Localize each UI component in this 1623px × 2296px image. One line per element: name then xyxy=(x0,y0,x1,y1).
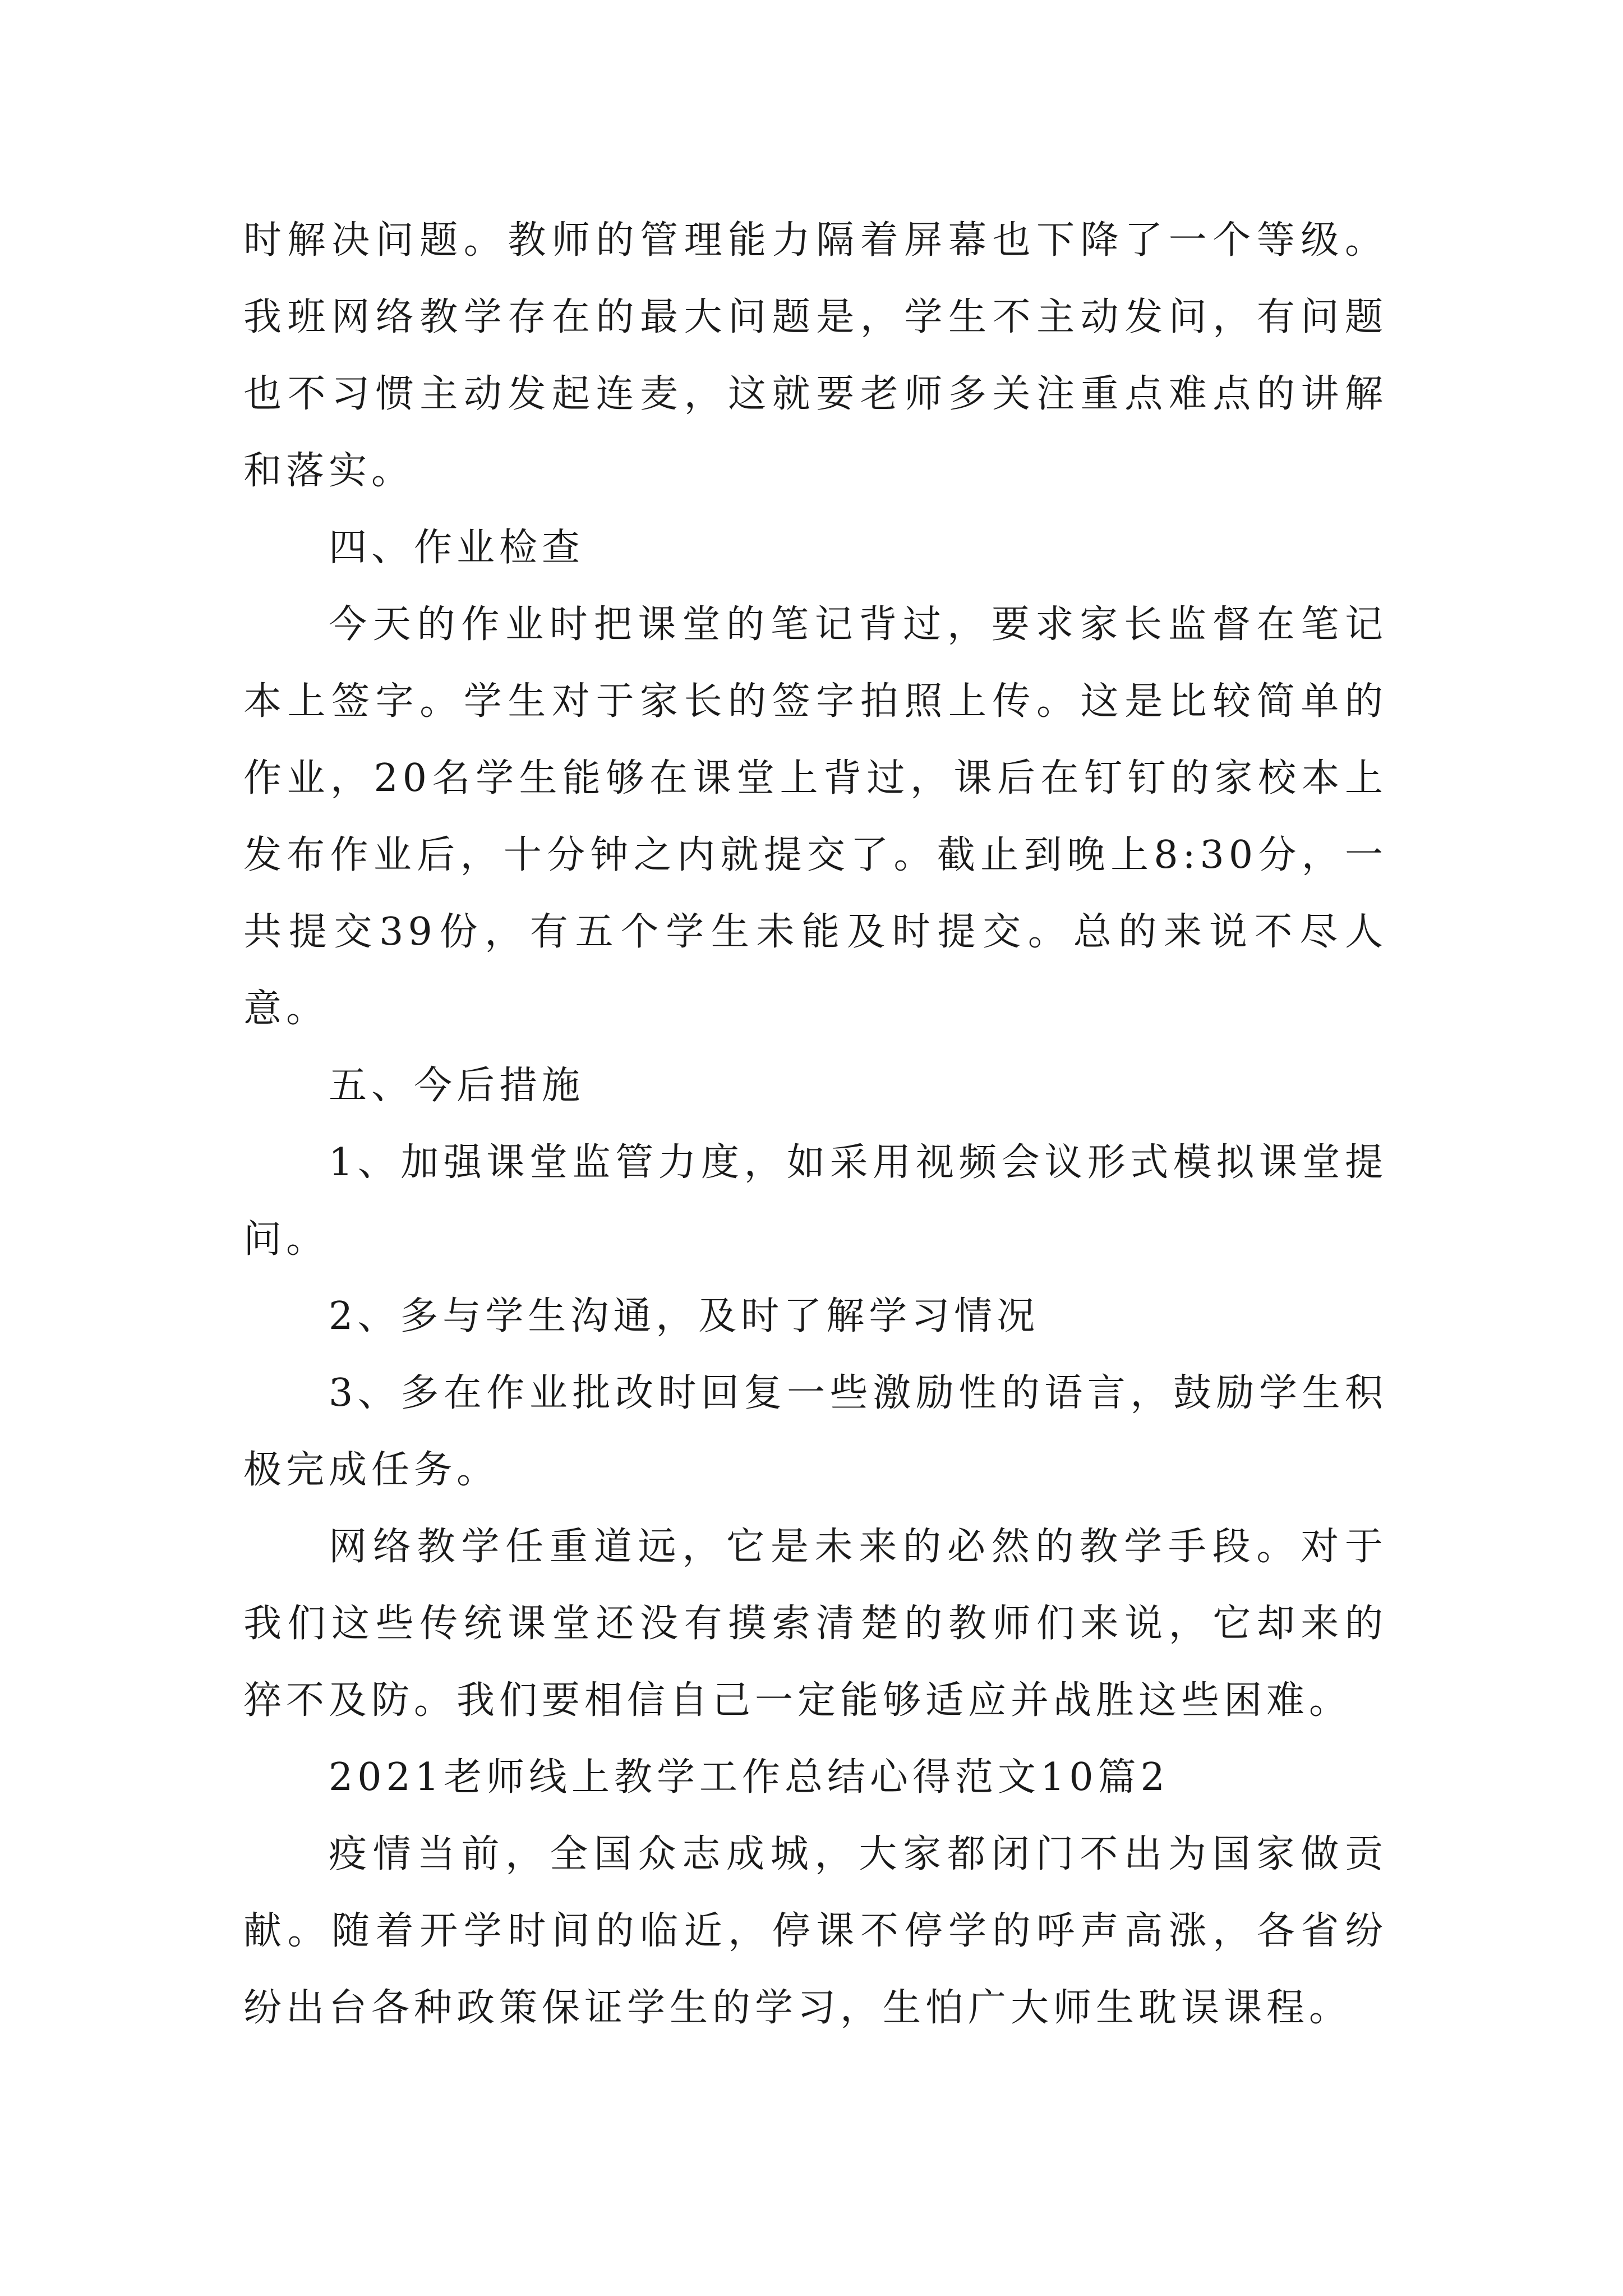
measure-item-3: 3、多在作业批改时回复一些激励性的语言，鼓励学生积极完成任务。 xyxy=(243,1371,1387,1492)
paragraph-conclusion: 网络教学任重道远，它是未来的必然的教学手段。对于我们这些传统课堂还没有摸索清楚的教师们来说，它却来的猝不及防。我们要相信自己一定能够适应并战胜这些困难。 xyxy=(243,1525,1387,1723)
paragraph-article-2-intro: 疫情当前，全国众志成城，大家都闭门不出为国家做贡献。随着开学时间的临近，停课不停学的呼声高涨，各省纷纷出台各种政策保证学生的学习，生怕广大师生耽误课程。 xyxy=(243,1832,1387,2030)
document-body xyxy=(243,202,1387,2046)
article-title-2: 2021老师线上教学工作总结心得范文10篇2 xyxy=(329,1755,1169,1800)
section-heading-homework-check: 四、作业检查 xyxy=(329,526,585,570)
measure-item-1: 1、加强课堂监管力度，如采用视频会议形式模拟课堂提问。 xyxy=(243,1140,1387,1262)
paragraph-homework: 今天的作业时把课堂的笔记背过，要求家长监督在笔记本上签字。学生对于家长的签字拍照上传。这是比较简单的作业，20名学生能够在课堂上背过，课后在钉钉的家校本上发布作业后，十分钟之内就提交了。截止到晚上8:30分，一共提交39份，有五个学生未能及时提交。总的来说不尽人意。 xyxy=(243,602,1387,1031)
section-heading-future-measures: 五、今后措施 xyxy=(329,1064,585,1108)
paragraph-continuation: 时解决问题。教师的管理能力隔着屏幕也下降了一个等级。我班网络教学存在的最大问题是，学生不主动发问，有问题也不习惯主动发起连麦，这就要老师多关注重点难点的讲解和落实。 xyxy=(243,218,1387,493)
measure-item-2: 2、多与学生沟通，及时了解学习情况 xyxy=(329,1294,1040,1338)
